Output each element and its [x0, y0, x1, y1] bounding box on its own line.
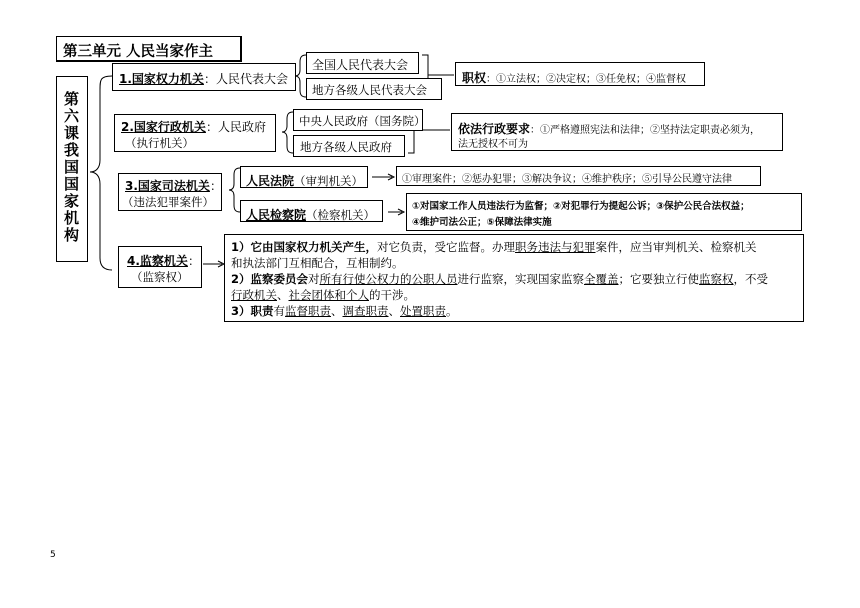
proc-duties-line1: ①对国家工作人员违法行为监督；②对犯罪行为提起公诉；③保护公民合法权益； [412, 201, 750, 212]
org3-box [118, 173, 222, 211]
org2-sub2: 地方各级人民政府 [300, 140, 392, 154]
procuratorate-note: （检察机关） [306, 208, 376, 222]
org4-p1-c: 和执法部门互相配合，互相制约。 [231, 256, 404, 270]
org1-powers-box [455, 62, 705, 86]
org4-p3 [231, 303, 799, 319]
org4-note: （监察权） [131, 270, 189, 284]
org4-p2-u5: 社会团体和个人 [288, 288, 369, 302]
org4-p1-b: 案件，应当审判机关、检察机关 [595, 240, 757, 254]
org1-sub1: 全国人民代表大会 [312, 58, 409, 72]
org1-num: 1. [119, 72, 132, 86]
org4-p1-bold: 1）它由国家权力机关产生， [231, 240, 378, 254]
unit-title: 第三单元 人民当家作主 [63, 44, 214, 60]
org1-colon: ： [203, 72, 216, 86]
org4-p2-c: ；它要独立行使 [618, 272, 700, 286]
org4-p3-sep2: 、 [388, 304, 401, 318]
org1-sub1-box [306, 52, 419, 74]
org2-colon: ： [205, 120, 218, 134]
org3-heading [125, 177, 222, 194]
org1-label: 国家权力机关 [131, 72, 204, 86]
org2-heading [121, 118, 266, 135]
org2-box [114, 114, 276, 152]
org4-p1-a: 对它负责，受它监督。办理 [377, 240, 516, 254]
org4-p2-bold: 2）监察委员会 [231, 272, 309, 286]
org2-sub1-box [293, 109, 426, 131]
org2-req-line2: 法无授权不可为 [458, 139, 528, 150]
court-note: （审判机关） [294, 174, 364, 188]
procuratorate-box [240, 200, 383, 222]
org4-p3-u1: 监督职责 [285, 304, 332, 318]
court-name: 人民法院 [246, 174, 295, 188]
court-box [240, 166, 368, 188]
org4-p3-a: 有 [273, 304, 286, 318]
org2-req-title: 依法行政要求 [458, 122, 531, 136]
org4-p3-bold: 3）职责 [231, 304, 274, 318]
org4-p2-u4: 行政机关 [231, 288, 277, 302]
org1-body: 人民代表大会 [215, 72, 288, 86]
org4-p3-u2: 调查职责 [342, 304, 389, 318]
org2-num: 2. [121, 120, 134, 134]
org1-sub2: 地方各级人民代表大会 [312, 83, 427, 97]
org4-p2-d: ，不受 [733, 272, 769, 286]
court-duties-box [396, 166, 761, 186]
court-duties: ①审理案件；②惩办犯罪；③解决争议；④维护秩序；⑤引导公民遵守法律 [402, 174, 732, 185]
procuratorate-name: 人民检察院 [246, 208, 307, 222]
org4-p3-end: 。 [446, 304, 458, 318]
org4-p2-u3: 监察权 [699, 272, 734, 286]
org2-req-text1: ：①严格遵照宪法和法律；②坚持法定职责必须为， [530, 125, 761, 136]
org1-powers-line [462, 67, 686, 86]
org3-num: 3. [125, 179, 138, 193]
org4-p2-f: 的干涉。 [369, 288, 415, 302]
org3-colon: ： [209, 179, 222, 193]
unit-title-box [56, 36, 242, 62]
lesson-title: 第六课 我国国家机构 [64, 90, 90, 244]
org2-sub1: 中央人民政府（国务院） [299, 114, 426, 128]
procuratorate-duties-box [406, 193, 802, 231]
org4-detail-box [224, 234, 804, 322]
org1-powers: ：①立法权；②决定权；③任免权；④监督权 [486, 74, 687, 85]
org4-label: 监察机关 [139, 254, 188, 268]
org4-colon: ： [187, 254, 200, 268]
org3-label: 国家司法机关 [137, 179, 210, 193]
org4-p2-a: 对 [308, 272, 320, 286]
org4-heading [127, 252, 200, 269]
org4-p2 [231, 271, 799, 303]
org4-p2-b: 进行监察，实现国家监察 [457, 272, 585, 286]
org1-powers-title: 职权 [462, 71, 487, 85]
org4-box [118, 246, 202, 288]
lesson-title-box [56, 76, 88, 262]
org3-note: （违法犯罪案件） [122, 195, 214, 209]
org4-p1 [231, 239, 799, 271]
org2-sub2-box [293, 135, 405, 157]
org4-p2-u2: 全覆盖 [584, 272, 619, 286]
org2-note: （执行机关） [125, 136, 194, 150]
org1-heading [119, 70, 288, 87]
org1-sub2-box [306, 78, 442, 100]
org4-p2-u1: 所有行使公权力的公职人员 [319, 272, 458, 286]
proc-duties-line2: ④维护司法公正；⑤保障法律实施 [412, 217, 552, 228]
procuratorate-line [246, 204, 375, 223]
page-number: 5 [50, 550, 56, 560]
org4-p2-e: 、 [277, 288, 289, 302]
org4-p3-u3: 处置职责 [400, 304, 447, 318]
org1-box [112, 63, 296, 91]
org2-req-box [451, 113, 783, 151]
org4-p3-sep1: 、 [331, 304, 343, 318]
org4-num: 4. [127, 254, 140, 268]
org2-body: 人民政府 [217, 120, 266, 134]
court-line [246, 170, 363, 189]
org4-p1-u: 职务违法与犯罪 [515, 240, 596, 254]
org2-label: 国家行政机关 [133, 120, 206, 134]
